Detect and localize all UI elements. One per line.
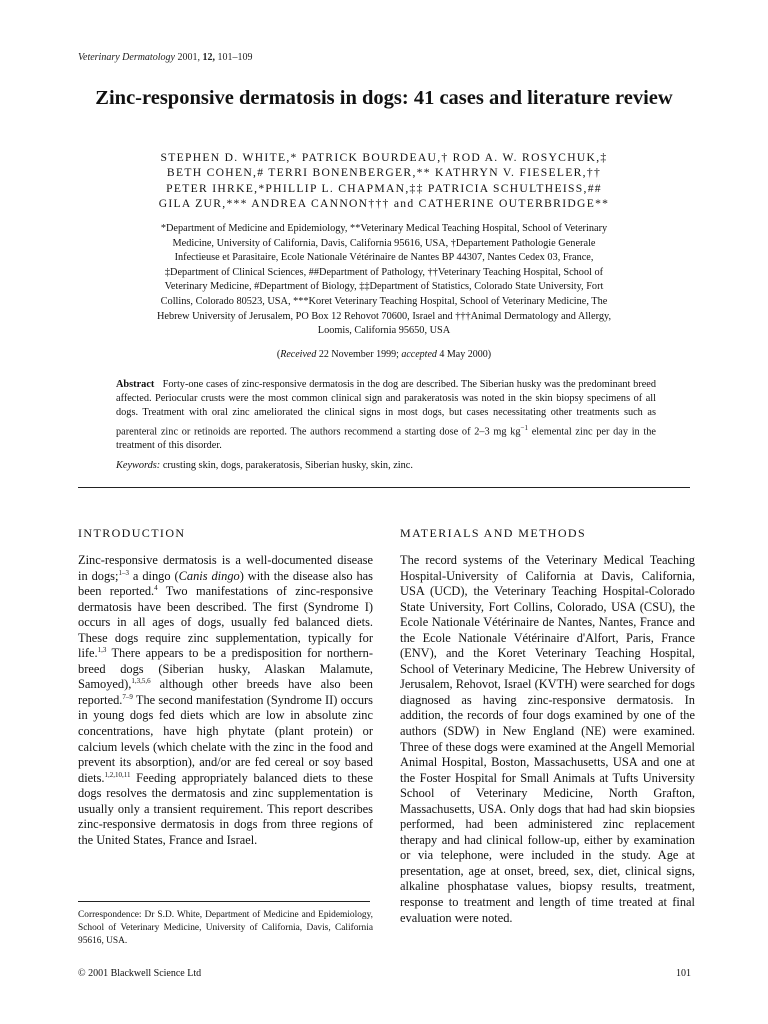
affiliation-line: Infectieuse et Parasitaire, Ecole Nationale Vétérinaire de Nantes BP 44307, Nantes Cedex 03, France,: [174, 252, 594, 264]
affiliation-line: *Department of Medicine and Epidemiology, **Veterinary Medical Teaching Hospital, School of Veterinary: [160, 223, 608, 234]
received-accepted-dates: (Received 22 November 1999; accepted 4 May 2000): [276, 349, 492, 360]
received-label: Received: [280, 349, 317, 360]
page-number: 101: [676, 968, 691, 979]
section-heading-methods: MATERIALS AND METHODS: [400, 526, 587, 540]
citation: 4: [154, 583, 158, 592]
abstract-text: Forty-one cases of zinc-responsive dermatosis in the dog are described. The Siberian husky was the predominant breed affected. Periocular crusts were the most common clinical sign and parakeratosis was noted in the skin biopsy specimens of all dogs. Treatment with oral zinc ameliorated the clinical signs in most dogs, but cases necessitating other treatments such as parenteral zinc or retinoids are reported. The authors recommend a starting dose of 2–3 mg kg: [116, 379, 656, 438]
keywords: [116, 459, 656, 473]
abstract: Abstract Forty-one cases of zinc-responsive dermatosis in the dog are described. The Siberian husky was the predominant breed affected. Periocular crusts were the most common clinical sign and parakeratosis was noted in the skin biopsy specimens of all dogs. Treatment with oral zinc ameliorated the clinical signs in most dogs, but cases necessitating other treatments such as parenteral zinc or retinoids are reported. The authors recommend a starting dose of 2–3 mg $kg^{-1}$ elemental zinc per day in the treatment of this disorder.: [116, 379, 656, 452]
citation: 7–9: [122, 692, 133, 701]
citation: 1–3: [118, 568, 129, 577]
journal-name: Veterinary Dermatology: [78, 52, 175, 63]
journal-pages: 101–109: [217, 52, 253, 63]
species-name: Canis dingo: [178, 568, 240, 583]
received-date: 22 November: [318, 349, 374, 360]
accepted-label: accepted: [401, 349, 437, 360]
affiliation-line: Loomis, California 95650, USA: [317, 325, 451, 337]
author-line: PETER IHRKE,*PHILLIP L. CHAPMAN,‡‡ PATRICIA SCHULTHEISS,##: [166, 181, 602, 195]
keywords-label: Keywords:: [116, 460, 161, 471]
affiliation-line: Hebrew University of Jerusalem, PO Box 12 Rehovot 70600, Israel and †††Animal Dermatology and Allergy,: [156, 310, 612, 322]
citation: 1,3,5,6: [131, 677, 151, 686]
journal-volume: 12,: [202, 52, 215, 63]
header-divider: [78, 487, 690, 488]
correspondence-footnote: Correspondence: Dr S.D. White, Department of Medicine and Epidemiology, School of Veterinary Medicine, University of California, Davis, California 95616, USA.: [78, 910, 373, 946]
citation: 1,2,10,11: [104, 770, 131, 779]
author-line: STEPHEN D. WHITE,* PATRICK BOURDEAU,† ROD A. W. ROSYCHUK,‡: [160, 151, 608, 164]
affiliations: [110, 222, 658, 339]
methods-text: The record systems of the Veterinary Medical Teaching Hospital-University of California at Davis, California, USA (UCD), the Veterinary Teaching Hospital-Colorado State University, Fort Collins, Colorado, USA (CSU), the Ecole Nationale Vétérinaire de Nantes, Nantes, France and the Ecole Nationale Vétérinaire d'Alfort, Paris, France (ENV), and the Koret Veterinary Teaching Hospital, School of Veterinary Medicine, The Hebrew University of Jerusalem, Rehovot, Israel (KVTH) were searched for dogs diagnosed as having zinc-responsive dermatosis. In addition, the records of four dogs examined by one of the authors (SDW) in New England (NE) were examined. Three of these dogs were examined at the Angell Memorial Animal Hospital, Boston, Massachusetts, USA and one at the Foster Hospital for Small Animals at Tufts University School of Veterinary Medicine, North Grafton, Massachusetts, USA. Only dogs that had had skin biopsies performed, had been administered zinc replacement therapy and had clinical follow-up, either by examination or via telephone, were included in the study. Age at presentation, age at onset, breed, sex, diet, clinical signs, alkaline phosphatase values, biopsy results, treatment, response to treatment and length of time treated at final evaluation were noted.: [400, 553, 695, 925]
affiliation-line: ‡Department of Clinical Sciences, ##Department of Pathology, ††Veterinary Teaching Hospital, School of: [164, 266, 604, 278]
footnote-divider: [78, 901, 370, 902]
author-list: [90, 150, 678, 212]
accepted-date: 4 May: [439, 349, 466, 360]
copyright-notice: © 2001 Blackwell Science Ltd: [78, 968, 202, 979]
abstract-label: Abstract: [116, 379, 155, 390]
paper-title: Zinc-responsive dermatosis in dogs: 41 cases and literature review: [95, 87, 673, 109]
journal-year: 2001,: [177, 52, 200, 63]
introduction-text: Zinc-responsive dermatosis is a well-documented disease in dogs;$^{1-3}$ a dingo (Canis dingo) with the disease also has been reported.$^4$ Two manifestations of zinc-responsive dermatosis have been described. The first (Syndrome I) occurs in all ages of dogs, usually fed balanced diets. These dogs require zinc supplementation, typically for life.$^{1,3}$ There appears to be a predisposition for northern-breed dogs (Siberian husky, Alaskan Malamute, Samoyed),$^{1,3,5,6}$ although other breeds have also been reported.$^{7-9}$ The second manifestation (Syndrome II) occurs in young dogs fed diets which are low in absolute zinc concentrations, have high phytate (plant protein) or calcium levels (which chelate with the zinc in the food and prevent its absorption), and/or are fed cereal or soy based diets.$^{1,2,10,11}$ Feeding appropriately balanced diets to these dogs resolves the dermatosis and zinc supplementation is usually only a transient requirement. This report describes zinc-responsive dermatosis in dogs from three regions of the United States, France and Israel.: [78, 553, 373, 847]
affiliation-line: Collins, Colorado 80523, USA, ***Koret Veterinary Teaching Hospital, School of Veterinary Medicine, The: [160, 295, 608, 307]
affiliation-line: Veterinary Medicine, #Department of Biology, ‡‡Department of Statistics, Colorado State University, Fort: [164, 281, 604, 293]
journal-reference: [78, 52, 252, 63]
citation: 1,3: [97, 646, 107, 655]
affiliation-line: Medicine, University of California, Davis, California 95616, USA, †Departement Pathologie Generale: [172, 237, 596, 249]
author-line: BETH COHEN,# TERRI BONENBERGER,** KATHRYN V. FIESELER,††: [166, 166, 602, 180]
keywords-text: crusting skin, dogs, parakeratosis, Siberian husky, skin, zinc.: [162, 460, 413, 471]
section-heading-introduction: INTRODUCTION: [78, 526, 186, 540]
author-line: GILA ZUR,*** ANDREA CANNON††† and CATHERINE OUTERBRIDGE**: [158, 197, 610, 211]
